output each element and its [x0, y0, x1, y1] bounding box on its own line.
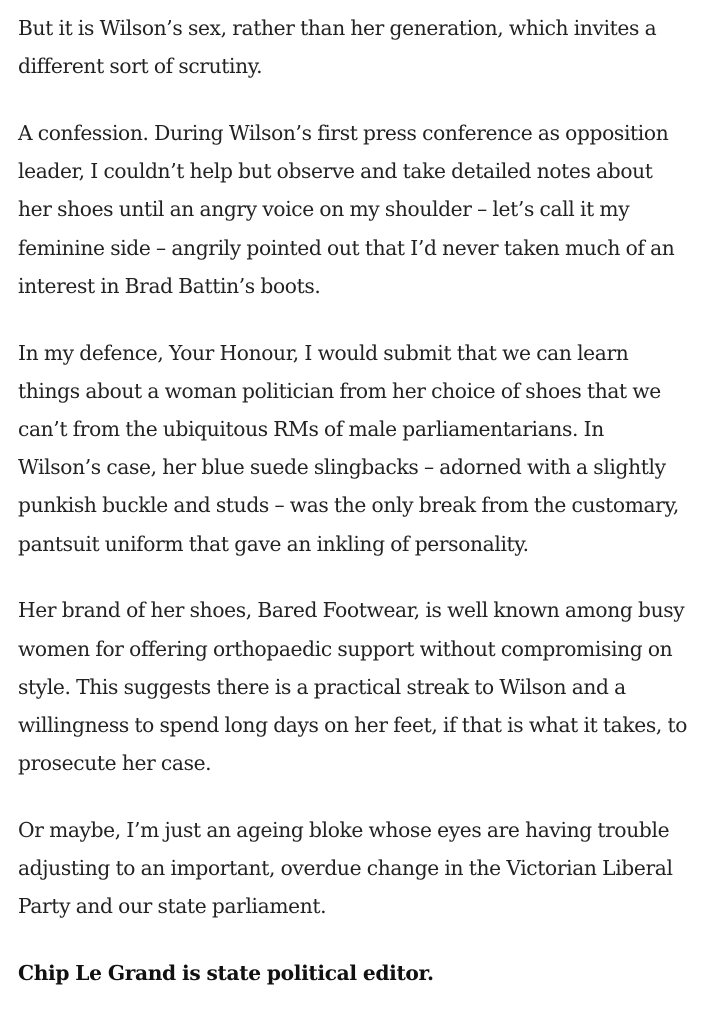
article-body	[18, 9, 690, 1021]
author-byline: Chip Le Grand is state political editor.	[18, 961, 434, 986]
article-paragraph: A confession. During Wilson’s first press conference as opposition leader, I couldn’t help but observe and take detailed notes about her shoes until an angry voice on my shoulder – let’s call it my feminine side – angrily pointed out that I’d never taken much of an interest in Brad Battin’s boots.	[18, 121, 675, 298]
article-paragraph: Her brand of her shoes, Bared Footwear, is well known among busy women for offering orthopaedic support without compromising on style. This suggests there is a practical streak to Wilson and a willingness to spend long days on her feet, if that is what it takes, to prosecute her case.	[18, 598, 688, 776]
article-paragraph: Or maybe, I’m just an ageing bloke whose eyes are having trouble adjusting to an important, overdue change in the Victorian Liberal Party and our state parliament.	[18, 818, 673, 919]
article-paragraph: But it is Wilson’s sex, rather than her generation, which invites a different sort of scrutiny.	[18, 16, 657, 79]
article-paragraph: In my defence, Your Honour, I would submit that we can learn things about a woman politician from her choice of shoes that we can’t from the ubiquitous RMs of male parliamentarians. In Wilson’s case, her blue suede slingbacks – adorned with a slightly punkish buckle and studs – was the only break from the customary, pantsuit uniform that gave an inkling of personality.	[18, 340, 679, 556]
